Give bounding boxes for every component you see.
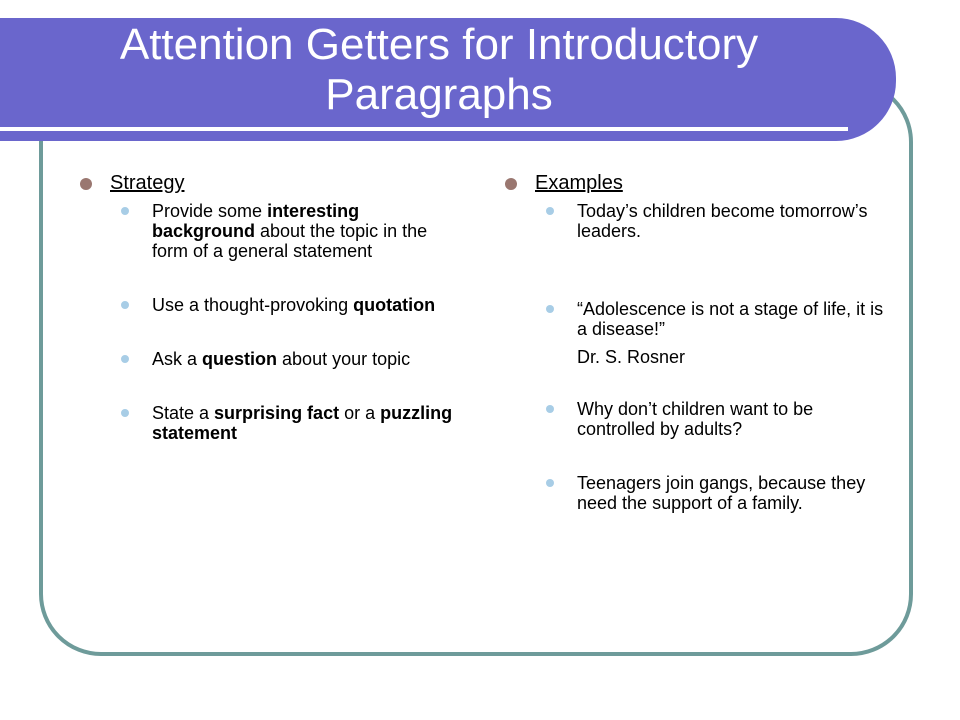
- item-text: Use a thought-provoking: [152, 295, 354, 315]
- bullet-icon: [121, 207, 129, 215]
- bullet-icon: [80, 178, 92, 190]
- item-text: about your topic: [277, 349, 411, 369]
- item-text: or a: [339, 403, 381, 423]
- example-text: Why don’t children want to be controlled by adults?: [577, 399, 814, 439]
- slide-title: Attention Getters for Introductory Paragraphs: [119, 20, 759, 119]
- item-text: State a: [152, 403, 215, 423]
- example-item: [505, 473, 895, 513]
- strategy-heading: Strategy: [110, 172, 185, 194]
- strategy-item: [80, 201, 460, 261]
- bullet-icon: [121, 355, 129, 363]
- example-text: Today’s children become tomorrow’s leaders.: [577, 201, 868, 241]
- strategy-item: [80, 295, 460, 315]
- bullet-icon: [546, 305, 554, 313]
- strategy-heading-item: [80, 172, 460, 194]
- examples-column: [505, 172, 895, 513]
- emphasis-text: quotation: [353, 295, 436, 315]
- bullet-icon: [546, 479, 554, 487]
- example-text: Teenagers join gangs, because they need the support of a family.: [577, 473, 866, 513]
- example-item: [505, 399, 895, 439]
- bullet-icon: [505, 178, 517, 190]
- quote-attribution: Dr. S. Rosner: [577, 347, 686, 367]
- emphasis-text: interesting background: [152, 201, 360, 241]
- strategy-item: [80, 403, 460, 443]
- strategy-column: [80, 172, 460, 443]
- bullet-icon: [546, 207, 554, 215]
- title-underline: [0, 127, 848, 131]
- bullet-icon: [121, 301, 129, 309]
- item-text: Provide some: [152, 201, 268, 221]
- bullet-icon: [121, 409, 129, 417]
- example-item: [505, 201, 895, 241]
- bullet-icon: [546, 405, 554, 413]
- examples-heading: Examples: [535, 172, 623, 194]
- examples-heading-item: [505, 172, 895, 194]
- example-text: “Adolescence is not a stage of life, it is a disease!”: [577, 299, 884, 339]
- example-item: [505, 299, 895, 339]
- item-text: about the topic in the form of a general statement: [152, 221, 428, 261]
- emphasis-text: surprising fact: [214, 403, 340, 423]
- emphasis-text: puzzling statement: [152, 403, 453, 443]
- strategy-item: [80, 349, 460, 369]
- item-text: Ask a: [152, 349, 203, 369]
- emphasis-text: question: [202, 349, 278, 369]
